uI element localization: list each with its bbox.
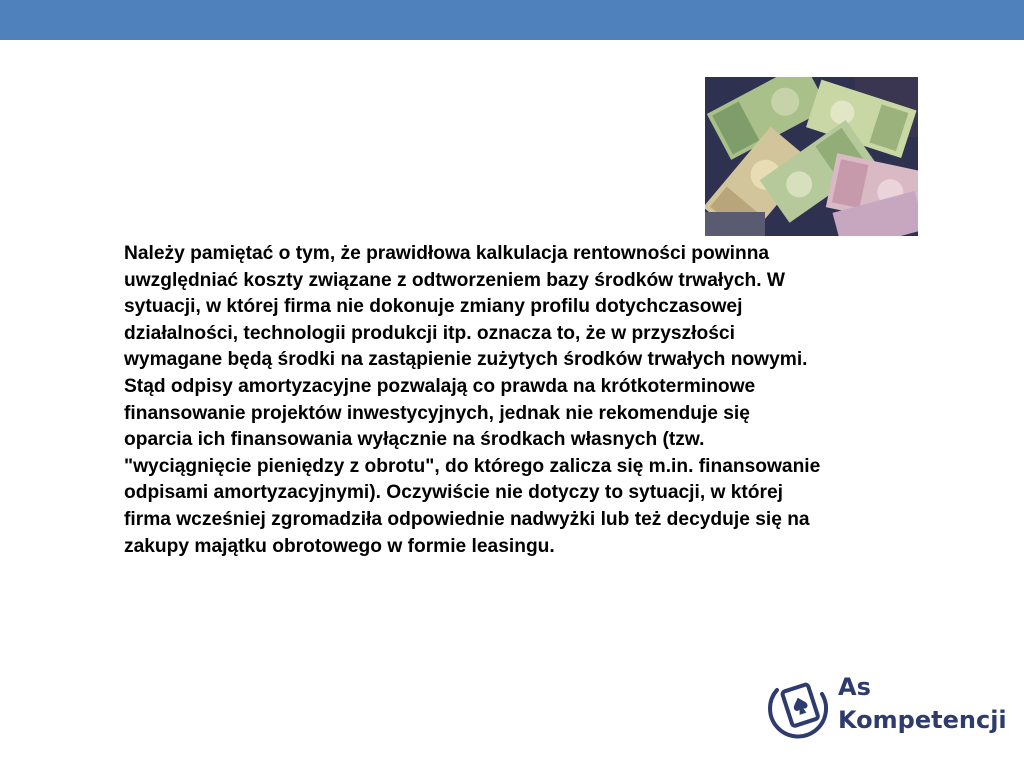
body-line: uwzględniać koszty związane z odtworzeniem bazy środków trwałych. W [124, 269, 786, 291]
body-line: działalności, technologii produkcji itp. oznacza to, że w przyszłości [124, 322, 735, 344]
body-line: oparcia ich finansowania wyłącznie na środkach własnych (tzw. [124, 429, 705, 451]
body-line: Należy pamiętać o tym, że prawidłowa kalkulacja rentowności powinna [124, 243, 770, 264]
body-line: wymagane będą środki na zastąpienie zużytych środków trwałych nowymi. [124, 349, 808, 371]
logo-wordmark [838, 670, 1007, 736]
banknotes-photo [705, 77, 918, 236]
body-line: firma wcześniej zgromadziła odpowiednie nadwyżki lub też decyduje się na [124, 508, 810, 530]
body-line: "wyciągnięcie pieniędzy z obrotu", do którego zalicza się m.in. finansowanie [124, 455, 821, 477]
logo-line-1: As [838, 673, 871, 701]
body-line: zakupy majątku obrotowego w formie leasingu. [124, 535, 555, 557]
body-line: odpisami amortyzacyjnymi). Oczywiście nie dotyczy to sytuacji, w której [124, 482, 783, 504]
spade-card-icon [768, 674, 834, 740]
as-kompetencji-logo[interactable] [768, 670, 1007, 745]
body-paragraph [124, 241, 964, 560]
body-line: Stąd odpisy amortyzacyjne pozwalają co prawda na krótkoterminowe [124, 375, 756, 397]
header-bar [0, 0, 1024, 40]
body-line: sytuacji, w której firma nie dokonuje zmiany profilu dotychczasowej [124, 296, 743, 318]
body-line: finansowanie projektów inwestycyjnych, jednak nie rekomenduje się [124, 402, 750, 424]
logo-line-2: Kompetencji [838, 706, 1007, 734]
